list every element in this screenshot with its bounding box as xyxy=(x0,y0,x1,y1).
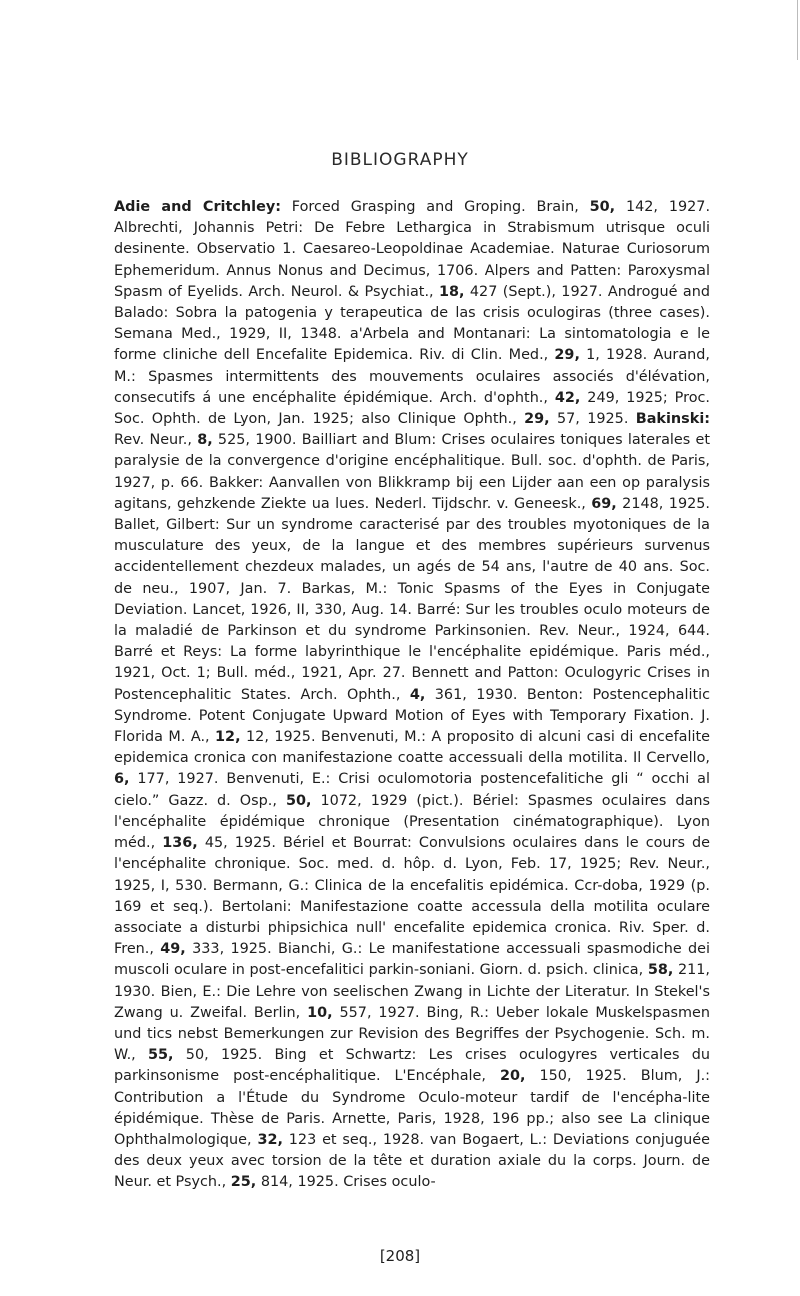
entry-text-part: 57, 1925. xyxy=(549,411,636,428)
entry-text-part: Bertolani: Manifestazione coatte accessula della motilita oculare associate a disturbi phipsichica null' encefalite epidemica cronica. Riv. Sper. d. Fren., xyxy=(114,898,710,958)
entry-text-part: 45, 1925. xyxy=(197,835,284,852)
entry-text-part: van Bogaert, L.: Deviations conjuguée des deux yeux avec torsion de la tête et duration axiale du la corps. Journ. de Neur. et Psych., xyxy=(114,1131,710,1191)
entry-text-part: Bing et Schwartz: Les crises oculogyres verticales du parkinsonisme post-encéphalitique. L'Encéphale, xyxy=(114,1047,711,1085)
entry-text-part: Alpers and Patten: Paroxysmal Spasm of Eyelids. Arch. Neurol. & Psychiat., xyxy=(114,262,710,300)
entry-bold-part: 50, xyxy=(589,199,616,215)
entry-text-part: Barré: Sur les troubles oculo moteurs de la maladié de Parkinson et du syndrome Parkinsonien. Rev. Neur., 1924, 644. xyxy=(114,601,710,640)
entry-text-part: 123 et seq., 1928. xyxy=(282,1131,430,1148)
entry-bold-part: 29, xyxy=(524,411,550,428)
entry-text-part: Bermann, G.: Clinica de la encefalitis epidémica. Ccr-doba, 1929 (p. 169 et seq.). xyxy=(114,877,710,915)
entry-bold-part: 50, xyxy=(285,792,312,809)
entry-text-part: Bailliart and Blum: Crises oculaires toniques laterales et paralysie de la convergence d'origine encéphalitique. Bull. soc. d'ophth. de Paris, 1927, p. 66. xyxy=(114,432,710,491)
entry-text-part: 2148, 1925. xyxy=(616,495,710,512)
bibliography-entry xyxy=(343,1174,436,1190)
entry-text-part: 1072, 1929 (pict.). xyxy=(311,792,473,809)
entry-text-part: 1, 1928. xyxy=(579,347,654,364)
entry-text-part: Benton: Postencephalitic Syndrome. Potent Conjugate Upward Motion of Eyes with Temporary Fixation. J. Florida M. A., xyxy=(114,686,710,746)
entry-bold-part: 29, xyxy=(554,347,580,364)
page-number: [208] xyxy=(379,1247,421,1265)
page-title: BIBLIOGRAPHY xyxy=(331,150,469,170)
entry-text-part: Rev. Neur., xyxy=(114,432,198,449)
entry-text-part: Aurand, M.: Spasmes intermittents des mouvements oculaires associés d'élévation, consecutifs á une encéphalite épidémique. Arch. d'ophth., xyxy=(114,347,710,406)
bibliography-entry xyxy=(114,199,710,215)
entry-bold-part: 20, xyxy=(499,1068,526,1085)
entry-bold-part: Bakinski: xyxy=(635,411,711,428)
entry-text-part: Benvenuti, E.: Crisi oculomotoria postencefalitiche gli “ occhi al cielo.” Gazz. d. Osp., xyxy=(114,771,710,809)
entry-text-part: a'Arbela and Montanari: La sintomatologia e le forme cliniche dell Encefalite Epidemica. Riv. di Clin. Med., xyxy=(114,326,710,364)
entry-text-part: 361, 1930. xyxy=(425,686,527,703)
entry-bold-part: 25, xyxy=(230,1174,257,1191)
entry-text-part: 50, 1925. xyxy=(173,1047,275,1064)
entry-text-part: Androgué and Balado: Sobra la patogenia y terapeutica de las crisis oculogiras (three cases). Semana Med., 1929, II, 1348. xyxy=(114,283,710,343)
entry-bold-part: 18, xyxy=(439,283,465,300)
entry-text-part: 814, 1925. xyxy=(256,1174,344,1191)
entry-text-part: 427 (Sept.), 1927. xyxy=(464,283,608,300)
entry-text-part: Bakker: Aanvallen von Blikkramp bij een Lijder aan een op paralysis agitans, gehzkende Ziekte ua lues. Nederl. Tijdschr. v. Geneesk., xyxy=(114,474,711,512)
entry-bold-part: 8, xyxy=(197,432,213,449)
entry-text-part: 525, 1900. xyxy=(212,432,302,449)
entry-bold-part: Adie and Critchley: xyxy=(114,199,281,215)
entry-text-part: 177, 1927. xyxy=(129,771,227,788)
entry-text-part: Bianchi, G.: Le manifestatione accessuali spasmodiche dei muscoli oculare in post-encefalitici parkin-soniani. Giorn. d. psich. clinica, xyxy=(114,941,710,979)
entry-text-part: Bériel: Spasmes oculaires dans l'encéphalite épidémique chronique (Presentation cinématographique). Lyon méd., xyxy=(114,792,711,852)
entry-text-part: Bériel et Bourrat: Convulsions oculaires dans le cours de l'encéphalite chronique. Soc. med. d. hôp. d. Lyon, Feb. 17, 1925; Rev. Neur., 1925, I, 530. xyxy=(114,835,711,894)
entry-bold-part: 32, xyxy=(257,1131,283,1148)
entry-bold-part: 55, xyxy=(148,1047,174,1064)
entry-bold-part: 12, xyxy=(215,729,241,746)
entry-text-part: Crises oculo- xyxy=(343,1174,436,1191)
entry-text-part: Benvenuti, M.: A proposito di alcuni casi di encefalite epidemica cronica con manifestazione coatte accessuali della motilita. Il Cervello, xyxy=(114,729,710,767)
entry-bold-part: 4, xyxy=(409,686,426,703)
entry-bold-part: 42, xyxy=(554,389,581,406)
entry-text-part: 150, 1925. xyxy=(525,1068,641,1085)
entry-text-part: Forced Grasping and Groping. Brain, xyxy=(280,199,590,215)
entry-bold-part: 6, xyxy=(114,771,130,788)
entry-bold-part: 10, xyxy=(307,1004,333,1021)
entry-text-part: 249, 1925; Proc. Soc. Ophth. de Lyon, Jan. 1925; also Clinique Ophth., xyxy=(114,389,710,428)
entry-text-part: Ballet, Gilbert: Sur un syndrome caracterisé par des troubles myotoniques de la musculature des yeux, de la langue et des membres supérieurs survenus accidentellement chezdeux malades, un agés de 54 ans, l'autre de 40 ans. Soc. de neu., 1907, Jan. 7. xyxy=(114,517,710,597)
entry-text-part: Barré et Reys: La forme labyrinthique le l'encéphalite epidémique. Paris méd., 1921, Oct. 1; Bull. méd., 1921, Apr. 27. xyxy=(114,644,710,682)
entry-bold-part: 58, xyxy=(647,962,674,979)
bibliography-text xyxy=(114,197,710,1194)
entry-bold-part: 69, xyxy=(591,495,617,512)
entry-text-part: 211, 1930. xyxy=(114,962,710,1000)
entry-text-part: Blum, J.: Contribution a l'Étude du Syndrome Oculo-moteur tardif de l'encépha-lite épidémique. Thèse de Paris. Arnette, Paris, 1928, 196 pp.; also see La clinique Ophthalmologique, xyxy=(114,1068,710,1148)
entry-text-part: Bien, E.: Die Lehre von seelischen Zwang in Lichte der Literatur. In Stekel's Zwang u. Zweifal. Berlin, xyxy=(114,983,710,1021)
entry-bold-part: 49, xyxy=(160,941,186,958)
entry-text-part: Bennett and Patton: Oculogyric Crises in Postencephalitic States. Arch. Ophth., xyxy=(114,665,711,703)
entry-text-part: Barkas, M.: Tonic Spasms of the Eyes in Conjugate Deviation. Lancet, 1926, II, 330, Aug. 14. xyxy=(114,580,710,618)
entry-text-part: Albrechti, Johannis Petri: De Febre Lethargica in Strabismum utrisque oculi desinente. Observatio 1. Caesareo-Leopoldinae Academiae. Naturae Curiosorum Ephemeridum. Annus Nonus and Decimus, 1706. xyxy=(114,220,710,279)
page-edge-line xyxy=(797,0,798,60)
entry-text-part: 557, 1927. xyxy=(332,1004,427,1021)
entry-text-part: 12, 1925. xyxy=(240,729,321,746)
entry-text-part: Bing, R.: Ueber lokale Muskelspasmen und tics nebst Bemerkungen zur Revision des Begriffes der Psychogenie. Sch. m. W., xyxy=(114,1004,710,1064)
entry-text-part: 142, 1927. xyxy=(615,199,711,215)
entry-text-part: 333, 1925. xyxy=(185,941,278,958)
entry-bold-part: 136, xyxy=(162,835,198,852)
